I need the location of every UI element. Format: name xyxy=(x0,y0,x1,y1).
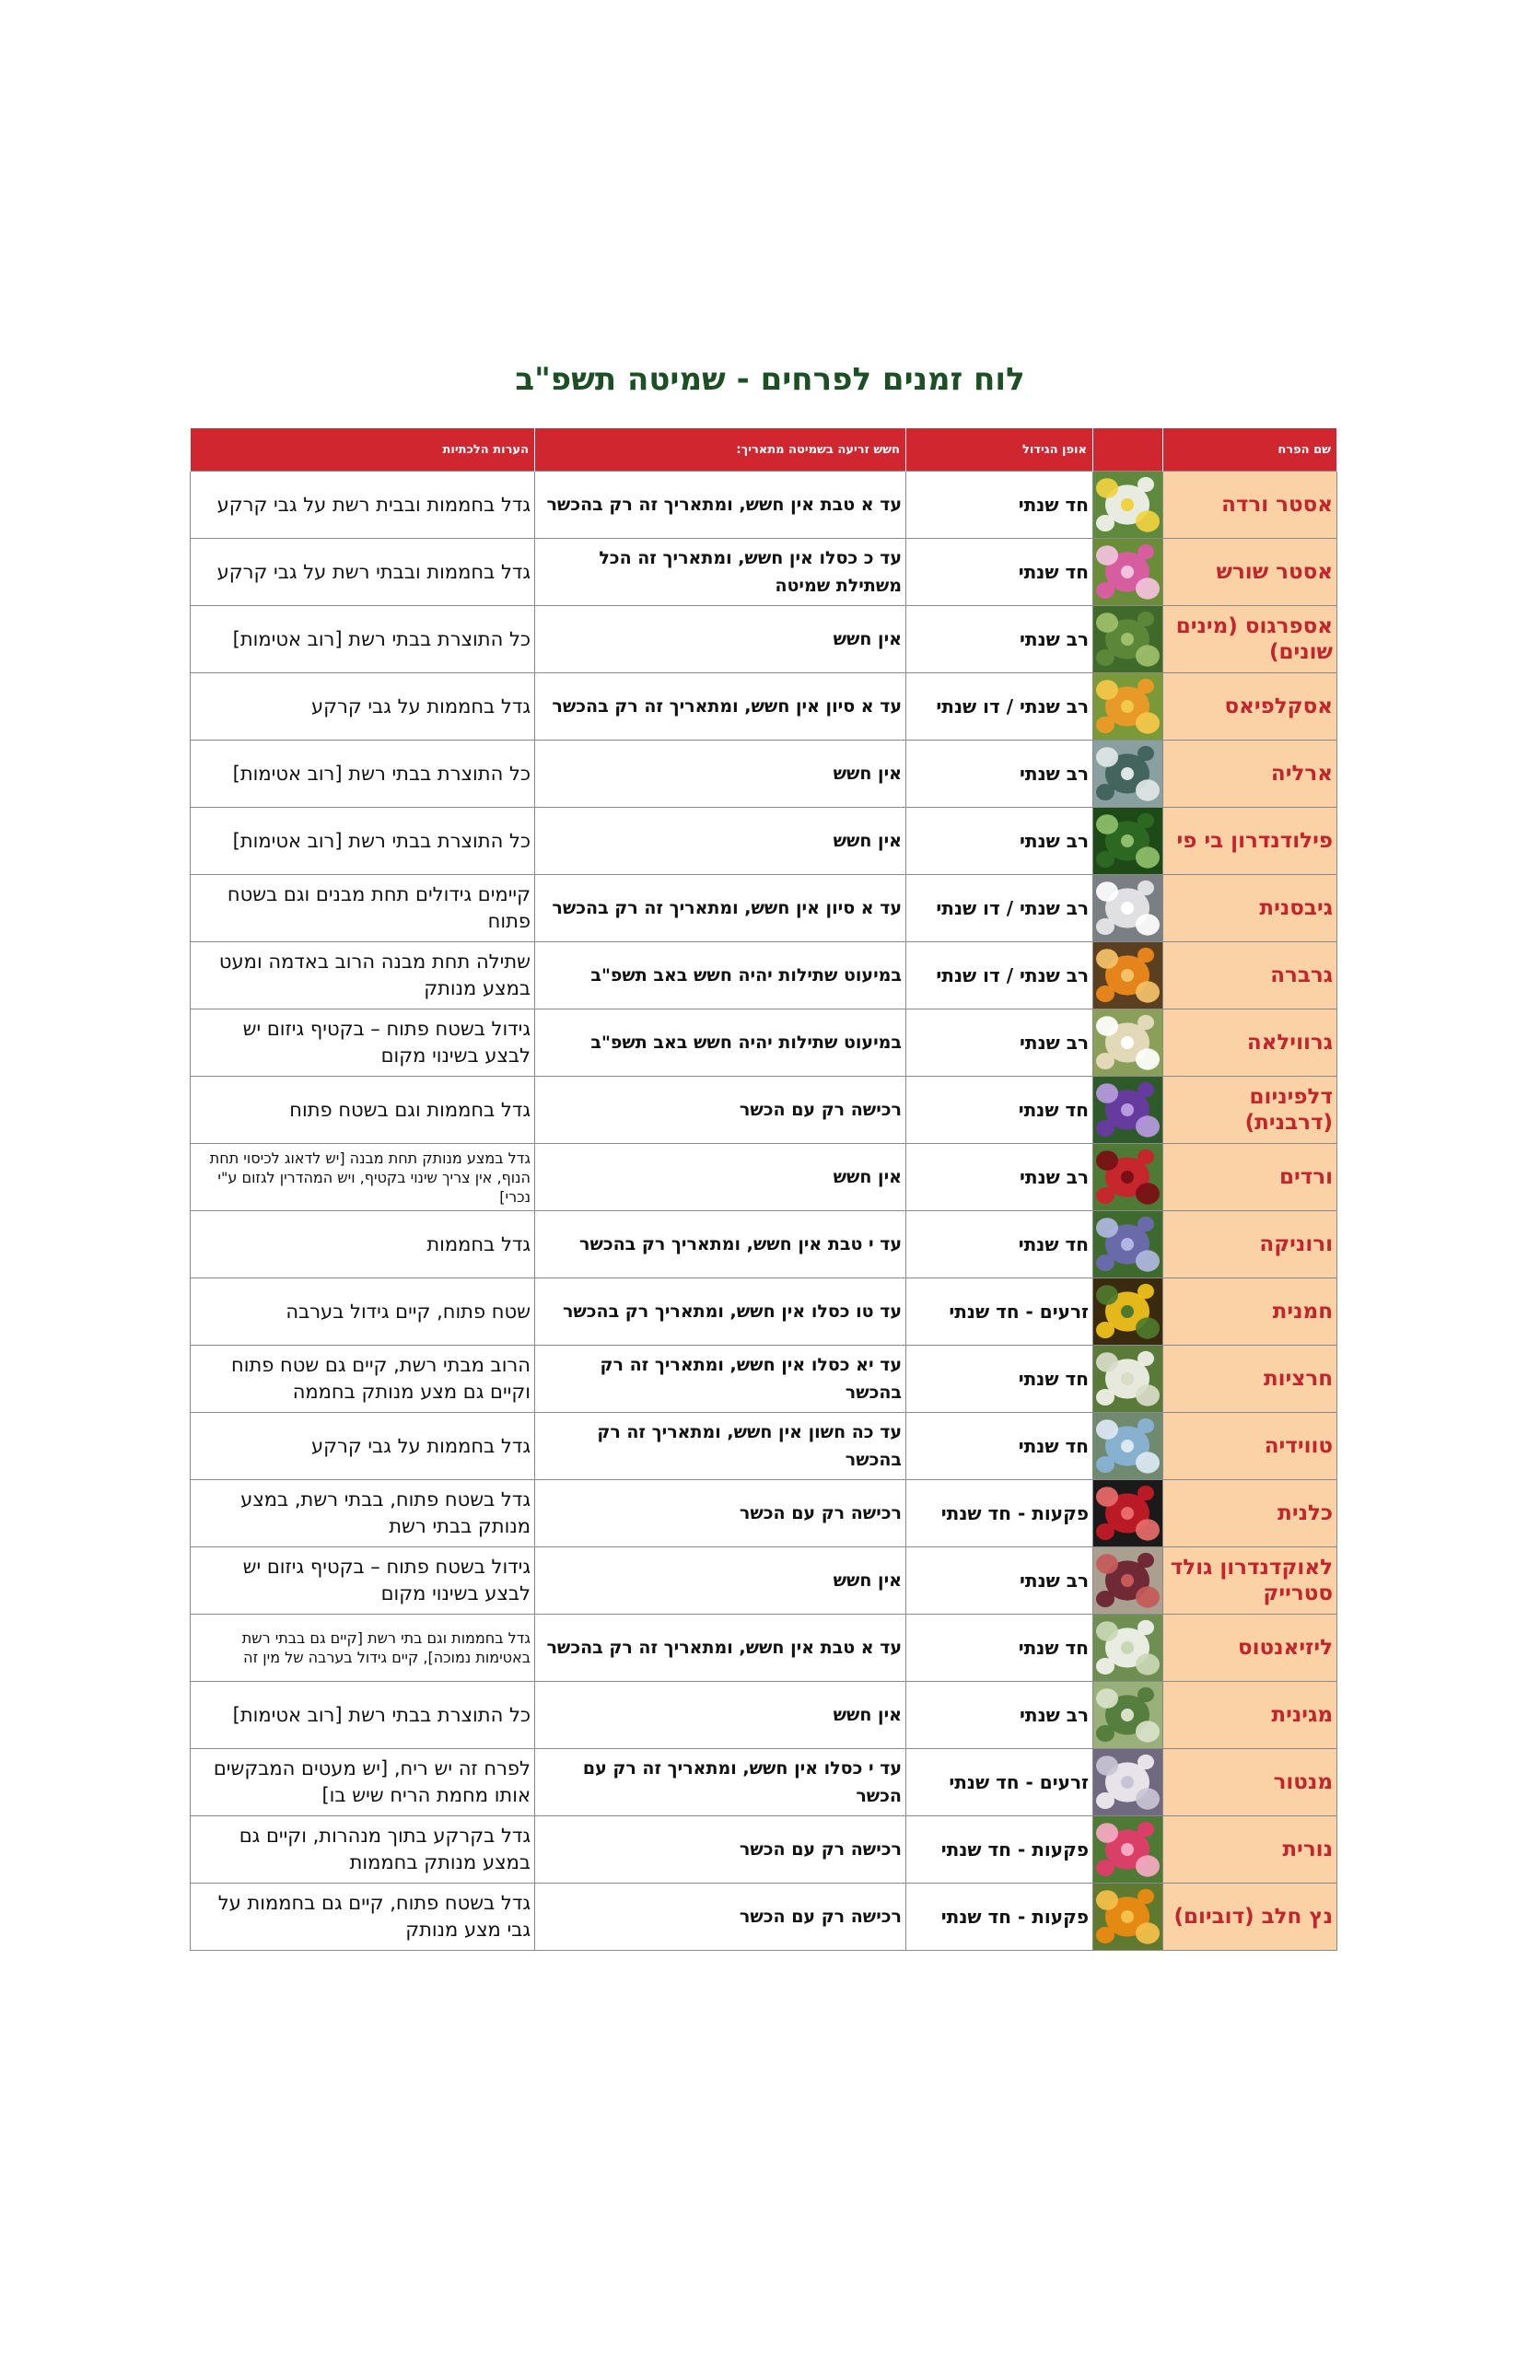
sowing-concern-cell: אין חשש xyxy=(535,1682,906,1749)
flower-name-cell: מנטור xyxy=(1163,1749,1337,1816)
flower-image-cell xyxy=(1093,875,1163,942)
table-row xyxy=(191,1749,1337,1816)
flower-name-cell: אסטר ורדה xyxy=(1163,472,1337,539)
flower-name-cell: אספרגוס (מינים שונים) xyxy=(1163,606,1337,673)
growth-method-cell: רב שנתי / דו שנתי xyxy=(906,673,1093,741)
sowing-concern-cell: אין חשש xyxy=(535,808,906,875)
halachic-notes-cell: כל התוצרת בבתי רשת [רוב אטימות] xyxy=(191,606,535,673)
header-halachic-notes: הערות הלכתיות xyxy=(191,428,535,472)
header-sowing-concern: חשש זריעה בשמיטה מתאריך: xyxy=(535,428,906,472)
table-row xyxy=(191,741,1337,808)
purple-delphinium-photo xyxy=(1093,1077,1163,1143)
veronica-photo xyxy=(1093,1211,1163,1278)
grevillea-photo xyxy=(1093,1009,1163,1076)
white-daisy-flower-photo xyxy=(1093,472,1163,538)
table-row xyxy=(191,1077,1337,1144)
flower-image-cell xyxy=(1093,942,1163,1009)
orange-dubium-photo xyxy=(1093,1884,1163,1950)
sowing-concern-cell: רכישה רק עם הכשר xyxy=(535,1480,906,1547)
growth-method-cell: חד שנתי xyxy=(906,1077,1093,1144)
sowing-concern-cell: רכישה רק עם הכשר xyxy=(535,1884,906,1951)
flower-image-cell xyxy=(1093,1211,1163,1278)
table-header-row xyxy=(191,428,1337,472)
red-anemone-photo xyxy=(1093,1480,1163,1546)
flower-name-cell: חרציות xyxy=(1163,1346,1337,1413)
flower-name-cell: ורוניקה xyxy=(1163,1211,1337,1278)
leucadendron-photo xyxy=(1093,1547,1163,1614)
aspidistra-leaf-photo xyxy=(1093,1682,1163,1748)
flower-image-cell xyxy=(1093,1884,1163,1951)
growth-method-cell: חד שנתי xyxy=(906,1615,1093,1682)
table-row xyxy=(191,808,1337,875)
pink-ranunculus-photo xyxy=(1093,1816,1163,1883)
sowing-concern-cell: במיעוט שתילות יהיה חשש באב תשפ"ב xyxy=(535,942,906,1009)
table-row xyxy=(191,606,1337,673)
halachic-notes-cell: גדל במצע מנותק תחת מבנה [יש לדאוג לכיסוי תחת הנוף, אין צריך שינוי בקטיף, ויש המהדרין לגזום ע"י נכרי] xyxy=(191,1144,535,1211)
white-lisianthus-photo xyxy=(1093,1615,1163,1681)
table-row xyxy=(191,472,1337,539)
growth-method-cell: זרעים - חד שנתי xyxy=(906,1278,1093,1346)
header-growth-method: אופן הגידול xyxy=(906,428,1093,472)
growth-method-cell: פקעות - חד שנתי xyxy=(906,1480,1093,1547)
sowing-concern-cell: במיעוט שתילות יהיה חשש באב תשפ"ב xyxy=(535,1009,906,1077)
halachic-notes-cell: גידול בשטח פתוח – בקטיף גיזום יש לבצע בשינוי מקום xyxy=(191,1547,535,1615)
flower-image-cell xyxy=(1093,1547,1163,1615)
table-row xyxy=(191,1346,1337,1413)
sowing-concern-cell: עד א טבת אין חשש, ומתאריך זה רק בהכשר xyxy=(535,1615,906,1682)
blue-tweedia-photo xyxy=(1093,1413,1163,1479)
white-stock-photo xyxy=(1093,1749,1163,1815)
flower-name-cell: מגינית xyxy=(1163,1682,1337,1749)
halachic-notes-cell: גדל בשטח פתוח, קיים גם בחממות על גבי מצע מנותק xyxy=(191,1884,535,1951)
table-row xyxy=(191,1211,1337,1278)
flower-name-cell: דלפיניום (דרבנית) xyxy=(1163,1077,1337,1144)
halachic-notes-cell: גדל בחממות על גבי קרקע xyxy=(191,1413,535,1480)
flower-image-cell xyxy=(1093,808,1163,875)
halachic-notes-cell: שתילה תחת מבנה הרוב באדמה ומעט במצע מנותק xyxy=(191,942,535,1009)
table-row xyxy=(191,673,1337,741)
growth-method-cell: רב שנתי xyxy=(906,606,1093,673)
growth-method-cell: פקעות - חד שנתי xyxy=(906,1884,1093,1951)
flower-image-cell xyxy=(1093,539,1163,606)
sowing-concern-cell: עד כ כסלו אין חשש, ומתאריך זה הכל משתילת שמיטה xyxy=(535,539,906,606)
sowing-concern-cell: עד א סיון אין חשש, ומתאריך זה רק בהכשר xyxy=(535,875,906,942)
flower-name-cell: ורדים xyxy=(1163,1144,1337,1211)
flower-name-cell: נורית xyxy=(1163,1816,1337,1884)
growth-method-cell: רב שנתי xyxy=(906,1547,1093,1615)
flower-image-cell xyxy=(1093,1615,1163,1682)
halachic-notes-cell: כל התוצרת בבתי רשת [רוב אטימות] xyxy=(191,808,535,875)
flower-image-cell xyxy=(1093,606,1163,673)
sowing-concern-cell: רכישה רק עם הכשר xyxy=(535,1816,906,1884)
halachic-notes-cell: גדל בחממות על גבי קרקע xyxy=(191,673,535,741)
table-row xyxy=(191,1278,1337,1346)
table-body xyxy=(191,472,1337,1951)
orange-asclepias-photo xyxy=(1093,673,1163,740)
flower-image-cell xyxy=(1093,1278,1163,1346)
halachic-notes-cell: גדל בקרקע בתוך מנהרות, וקיים גם במצע מנותק בחממות xyxy=(191,1816,535,1884)
flower-image-cell xyxy=(1093,1077,1163,1144)
growth-method-cell: חד שנתי xyxy=(906,1346,1093,1413)
white-chrysanthemum-photo xyxy=(1093,1346,1163,1412)
halachic-notes-cell: שטח פתוח, קיים גידול בערבה xyxy=(191,1278,535,1346)
growth-method-cell: רב שנתי xyxy=(906,1009,1093,1077)
philodendron-leaf-photo xyxy=(1093,808,1163,874)
halachic-notes-cell: גדל בשטח פתוח, בבתי רשת, במצע מנותק בבתי רשת xyxy=(191,1480,535,1547)
flower-image-cell xyxy=(1093,1749,1163,1816)
growth-method-cell: רב שנתי xyxy=(906,1144,1093,1211)
growth-method-cell: פקעות - חד שנתי xyxy=(906,1816,1093,1884)
gypsophila-photo xyxy=(1093,875,1163,941)
table-row xyxy=(191,539,1337,606)
flower-schedule-table xyxy=(190,428,1337,1951)
sowing-concern-cell: עד י כסלו אין חשש, ומתאריך זה רק עם הכשר xyxy=(535,1749,906,1816)
sowing-concern-cell: עד א סיון אין חשש, ומתאריך זה רק בהכשר xyxy=(535,673,906,741)
flower-name-cell: פילודנדרון בי פי xyxy=(1163,808,1337,875)
growth-method-cell: רב שנתי xyxy=(906,741,1093,808)
sowing-concern-cell: רכישה רק עם הכשר xyxy=(535,1077,906,1144)
pink-aster-flower-photo xyxy=(1093,539,1163,605)
halachic-notes-cell: גידול בשטח פתוח – בקטיף גיזום יש לבצע בשינוי מקום xyxy=(191,1009,535,1077)
halachic-notes-cell: הרוב מבתי רשת, קיים גם שטח פתוח וקיים גם מצע מנותק בחממה xyxy=(191,1346,535,1413)
table-row xyxy=(191,875,1337,942)
sunflower-photo xyxy=(1093,1278,1163,1345)
flower-image-cell xyxy=(1093,1346,1163,1413)
growth-method-cell: רב שנתי xyxy=(906,1682,1093,1749)
table-row xyxy=(191,1615,1337,1682)
flower-image-cell xyxy=(1093,1682,1163,1749)
flower-image-cell xyxy=(1093,1816,1163,1884)
sowing-concern-cell: עד יא כסלו אין חשש, ומתאריך זה רק בהכשר xyxy=(535,1346,906,1413)
table-row xyxy=(191,1480,1337,1547)
sowing-concern-cell: עד י טבת אין חשש, ומתאריך רק בהכשר xyxy=(535,1211,906,1278)
table-row xyxy=(191,1884,1337,1951)
orange-gerbera-photo xyxy=(1093,942,1163,1009)
sowing-concern-cell: אין חשש xyxy=(535,1144,906,1211)
table-row xyxy=(191,1009,1337,1077)
aralia-leaf-photo xyxy=(1093,741,1163,807)
flower-image-cell xyxy=(1093,1480,1163,1547)
table-row xyxy=(191,942,1337,1009)
flower-name-cell: כלנית xyxy=(1163,1480,1337,1547)
sowing-concern-cell: אין חשש xyxy=(535,606,906,673)
halachic-notes-cell: גדל בחממות וגם בתי רשת [קיים גם בבתי רשת באטימות נמוכה], קיים גידול בערבה של מין זה xyxy=(191,1615,535,1682)
halachic-notes-cell: גדל בחממות וגם בשטח פתוח xyxy=(191,1077,535,1144)
flower-image-cell xyxy=(1093,1009,1163,1077)
header-image xyxy=(1093,428,1163,472)
flower-image-cell xyxy=(1093,472,1163,539)
flower-name-cell: גרברה xyxy=(1163,942,1337,1009)
flower-name-cell: גיבסנית xyxy=(1163,875,1337,942)
halachic-notes-cell: גדל בחממות ובבתי רשת על גבי קרקע xyxy=(191,539,535,606)
header-flower-name: שם הפרח xyxy=(1163,428,1337,472)
flower-name-cell: חמנית xyxy=(1163,1278,1337,1346)
sowing-concern-cell: עד כה חשון אין חשש, ומתאריך זה רק בהכשר xyxy=(535,1413,906,1480)
flower-name-cell: לאוקדנדרון גולד סטרייק xyxy=(1163,1547,1337,1615)
table-row xyxy=(191,1816,1337,1884)
table-row xyxy=(191,1547,1337,1615)
halachic-notes-cell: כל התוצרת בבתי רשת [רוב אטימות] xyxy=(191,741,535,808)
flower-image-cell xyxy=(1093,741,1163,808)
flower-image-cell xyxy=(1093,1413,1163,1480)
sowing-concern-cell: אין חשש xyxy=(535,1547,906,1615)
growth-method-cell: חד שנתי xyxy=(906,539,1093,606)
growth-method-cell: חד שנתי xyxy=(906,1413,1093,1480)
sowing-concern-cell: עד א טבת אין חשש, ומתאריך זה רק בהכשר xyxy=(535,472,906,539)
halachic-notes-cell: גדל בחממות ובבית רשת על גבי קרקע xyxy=(191,472,535,539)
growth-method-cell: חד שנתי xyxy=(906,1211,1093,1278)
growth-method-cell: חד שנתי xyxy=(906,472,1093,539)
flower-name-cell: אסטר שורש xyxy=(1163,539,1337,606)
red-rose-photo xyxy=(1093,1144,1163,1210)
asparagus-fern-photo xyxy=(1093,606,1163,672)
flower-image-cell xyxy=(1093,673,1163,741)
halachic-notes-cell: קיימים גידולים תחת מבנים וגם בשטח פתוח xyxy=(191,875,535,942)
growth-method-cell: רב שנתי xyxy=(906,808,1093,875)
growth-method-cell: רב שנתי / דו שנתי xyxy=(906,875,1093,942)
growth-method-cell: רב שנתי / דו שנתי xyxy=(906,942,1093,1009)
flower-name-cell: ליזיאנטוס xyxy=(1163,1615,1337,1682)
table-row xyxy=(191,1144,1337,1211)
table-row xyxy=(191,1682,1337,1749)
sowing-concern-cell: עד טו כסלו אין חשש, ומתאריך רק בהכשר xyxy=(535,1278,906,1346)
table-row xyxy=(191,1413,1337,1480)
halachic-notes-cell: גדל בחממות xyxy=(191,1211,535,1278)
flower-name-cell: גרווילאה xyxy=(1163,1009,1337,1077)
growth-method-cell: זרעים - חד שנתי xyxy=(906,1749,1093,1816)
page-title: לוח זמנים לפרחים - שמיטה תשפ"ב xyxy=(515,361,1025,398)
flower-name-cell: ארליה xyxy=(1163,741,1337,808)
flower-name-cell: אסקלפיאס xyxy=(1163,673,1337,741)
flower-image-cell xyxy=(1093,1144,1163,1211)
flower-name-cell: טווידיה xyxy=(1163,1413,1337,1480)
halachic-notes-cell: לפרח זה יש ריח, [יש מעטים המבקשים אותו מחמת הריח שיש בו] xyxy=(191,1749,535,1816)
sowing-concern-cell: אין חשש xyxy=(535,741,906,808)
halachic-notes-cell: כל התוצרת בבתי רשת [רוב אטימות] xyxy=(191,1682,535,1749)
flower-name-cell: נץ חלב (דוביום) xyxy=(1163,1884,1337,1951)
